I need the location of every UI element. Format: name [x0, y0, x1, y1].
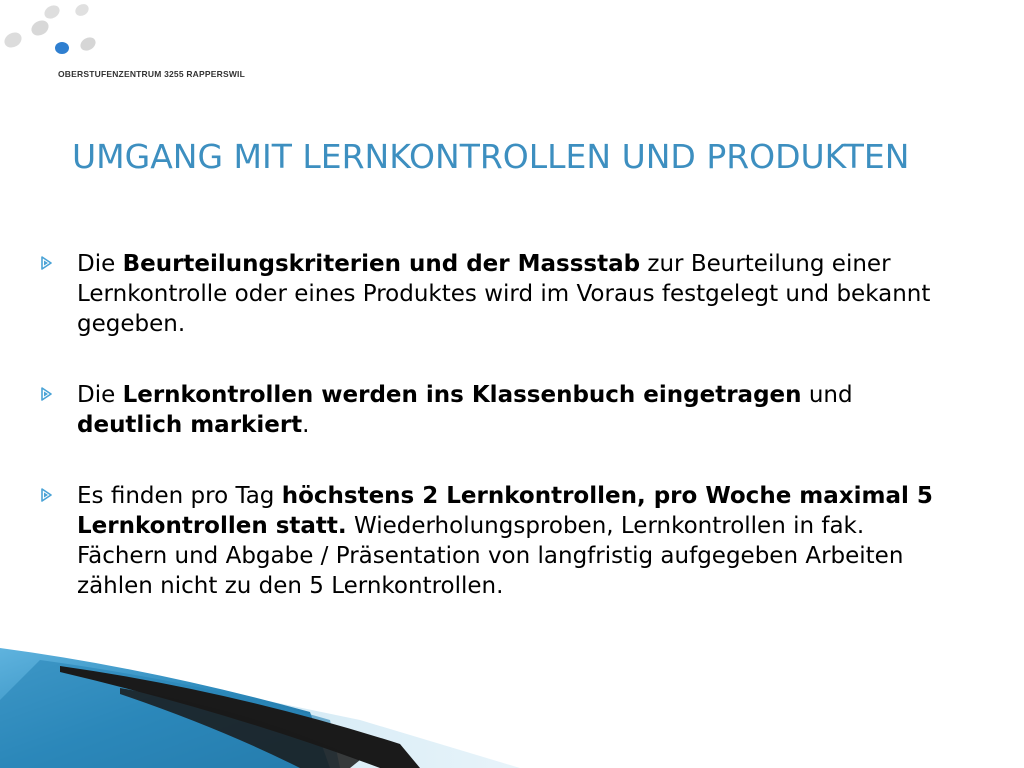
arrow-bullet-icon — [40, 387, 54, 401]
logo-text: OBERSTUFENZENTRUM 3255 RAPPERSWIL — [58, 69, 246, 79]
text-segment: . — [302, 412, 310, 438]
text-segment: Wiederholungsproben, Lernkontrollen in fak. Fächern und Abgabe / Präsentation von langfristig aufgegeben Arbeiten zählen nicht zu den 5 Lernkontrollen. — [77, 513, 904, 599]
text-segment: Die — [77, 382, 123, 408]
text-segment: zur Beurteilung einer Lernkontrolle oder eines Produktes wird im Voraus festgelegt und bekannt gegeben. — [77, 251, 931, 337]
bullet-text — [77, 481, 947, 601]
arrow-bullet-icon — [40, 488, 54, 502]
bold-text: deutlich markiert — [77, 412, 303, 438]
bold-text: Lernkontrollen werden ins Klassenbuch eingetragen — [122, 382, 802, 408]
bold-text: höchstens 2 Lernkontrollen, pro Woche maximal 5 Lernkontrollen statt. — [77, 483, 933, 539]
bullet-text — [77, 249, 947, 339]
text-segment: Es finden pro Tag — [77, 483, 282, 509]
text-segment: und — [801, 382, 853, 408]
arrow-bullet-icon — [40, 256, 54, 270]
bold-text: Beurteilungskriterien und der Massstab — [122, 251, 641, 277]
text-segment: Die — [77, 251, 123, 277]
slide-title: UMGANG MIT LERNKONTROLLEN UND PRODUKTEN — [72, 137, 910, 176]
bullet-text — [77, 380, 947, 440]
